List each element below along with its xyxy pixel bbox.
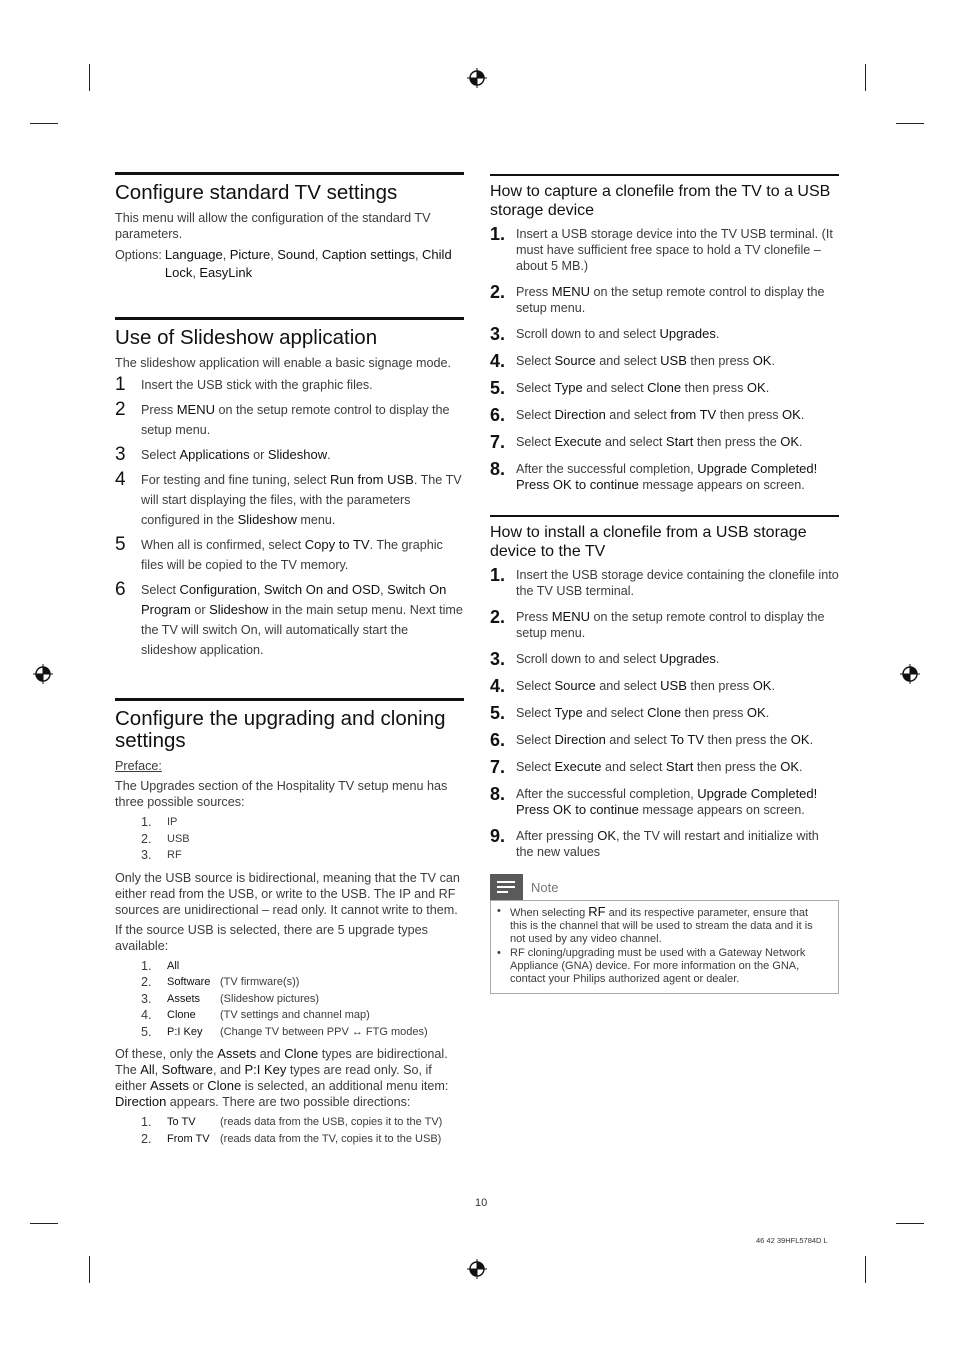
type-item xyxy=(141,991,464,1008)
option-item: Child Lock xyxy=(164,247,452,280)
keyword: To TV xyxy=(670,732,704,747)
item-text: USB xyxy=(167,832,190,845)
text: . The TV will start displaying the files, with the parameters configured in the xyxy=(141,473,462,527)
step-text xyxy=(516,434,839,451)
section-title: Use of Slideshow application xyxy=(115,326,378,349)
keyword: OK xyxy=(746,705,766,720)
step-text xyxy=(516,461,839,493)
bullet: • xyxy=(497,947,501,959)
section-intro: This menu will allow the configuration of the standard TV parameters. xyxy=(115,211,431,241)
keyword: Execute xyxy=(554,434,602,449)
keyword: Source xyxy=(554,353,596,368)
step-item xyxy=(490,284,839,316)
crop-mark xyxy=(896,1223,924,1224)
note-text xyxy=(510,905,828,946)
keyword: Switch On and OSD xyxy=(263,582,381,597)
section-upgrading xyxy=(115,698,464,1147)
step-text xyxy=(141,400,464,440)
step-number: 2. xyxy=(490,282,506,302)
type-item xyxy=(141,1024,464,1041)
step-text xyxy=(516,705,839,722)
sources-list xyxy=(141,814,464,864)
type-item xyxy=(141,974,464,991)
step-text xyxy=(141,580,464,660)
step-text xyxy=(141,470,464,530)
text: . xyxy=(800,408,805,422)
step-item xyxy=(115,445,464,465)
step-text xyxy=(516,380,839,397)
text: then press xyxy=(681,381,747,395)
step-item xyxy=(490,567,839,599)
types-list xyxy=(141,958,464,1041)
note-item xyxy=(497,905,828,946)
text: then press xyxy=(686,354,753,368)
text: Select xyxy=(516,354,555,368)
text: and select xyxy=(601,760,666,774)
note-header xyxy=(490,874,839,900)
step-text xyxy=(516,326,839,343)
keyword: Clone xyxy=(207,1078,242,1093)
step-item xyxy=(490,461,839,493)
text: . xyxy=(765,381,770,395)
text: . xyxy=(715,327,720,341)
step-number: 7. xyxy=(490,757,506,777)
step-text xyxy=(516,407,839,424)
text: and select xyxy=(595,354,661,368)
text: , xyxy=(380,583,388,597)
text: Select xyxy=(141,448,180,462)
paragraph: Only the USB source is bidirectional, meaning that the TV can either read from the USB, or write to the USB. The IP and RF sources are unidirectional – read only. It cannot write to them. xyxy=(115,870,460,917)
keyword: OK xyxy=(752,353,772,368)
text: . xyxy=(771,679,775,693)
preface-label: Preface: xyxy=(115,759,162,773)
item-name: Clone xyxy=(167,1009,196,1021)
step-number: 9. xyxy=(490,826,506,846)
text: Select xyxy=(516,760,555,774)
text: . xyxy=(799,760,803,774)
step-item xyxy=(490,678,839,695)
text: is selected, an additional menu item: xyxy=(241,1079,449,1093)
option-item: Caption settings xyxy=(321,247,416,262)
crop-mark xyxy=(30,123,58,124)
text: Press xyxy=(516,285,552,299)
paragraph: The Upgrades section of the Hospitality TV setup menu has three possible sources: xyxy=(115,779,448,809)
item-desc: (TV firmware(s)) xyxy=(220,976,300,988)
step-number: 4 xyxy=(115,469,126,490)
step-item xyxy=(115,580,464,660)
source-item xyxy=(141,814,464,831)
keyword: Slideshow xyxy=(267,447,328,462)
keyword: P:I Key xyxy=(244,1062,287,1077)
step-number: 5. xyxy=(490,703,506,723)
text: . xyxy=(771,354,775,368)
step-item xyxy=(115,535,464,575)
item-number: 2. xyxy=(141,1131,152,1146)
text: message appears on screen. xyxy=(638,478,805,492)
source-item xyxy=(141,847,464,864)
step-number: 2 xyxy=(115,399,126,420)
step-number: 6. xyxy=(490,730,506,750)
step-text xyxy=(516,759,839,776)
section-intro: The slideshow application will enable a basic signage mode. xyxy=(115,356,452,370)
text: . xyxy=(715,652,720,666)
text: Scroll down to and select xyxy=(516,652,660,666)
keyword: Upgrade Completed! Press OK to continue xyxy=(516,461,818,492)
keyword: MENU xyxy=(176,402,215,417)
step-item xyxy=(490,759,839,776)
option-item: Picture xyxy=(229,247,271,262)
direction-item xyxy=(141,1131,464,1148)
text: . The graphic files will be copied to the TV memory. xyxy=(141,538,443,572)
note-box xyxy=(490,874,839,994)
text: Scroll down to and select xyxy=(516,327,660,341)
step-number: 3 xyxy=(115,444,126,465)
item-desc: (reads data from the USB, copies it to the TV) xyxy=(220,1116,443,1128)
step-item xyxy=(115,375,464,395)
text: RF cloning/upgrading must be used with a Gateway Network Appliance (GNA) device. For more information on the GNA, contact your Philips authorized agent or dealer. xyxy=(510,947,806,985)
option-item: Language xyxy=(164,247,223,262)
text: Select xyxy=(141,583,180,597)
keyword: Assets xyxy=(150,1078,190,1093)
keyword: Direction xyxy=(115,1094,167,1109)
item-number: 2. xyxy=(141,975,152,989)
text: For testing and fine tuning, select xyxy=(141,473,331,487)
section-standard-tv xyxy=(115,172,464,317)
source-item xyxy=(141,831,464,848)
keyword: OK xyxy=(790,732,810,747)
step-text xyxy=(516,786,839,818)
text: . xyxy=(327,448,331,462)
keyword: Start xyxy=(665,759,694,774)
keyword: OK xyxy=(780,434,799,449)
options-list: Language, Picture, Sound, Caption settings, Child Lock, EasyLink xyxy=(164,247,452,280)
text: then press xyxy=(686,679,753,693)
step-number: 7. xyxy=(490,432,506,452)
type-item xyxy=(141,1007,464,1024)
text: or xyxy=(189,1079,208,1093)
step-number: 6. xyxy=(490,405,506,425)
item-desc: (Slideshow pictures) xyxy=(220,992,320,1005)
text: After the successful completion, xyxy=(516,462,698,476)
keyword: Upgrades xyxy=(659,326,716,341)
step-text xyxy=(516,226,839,274)
text: Insert a USB storage device into the TV USB terminal. (It must have sufficient free space to hold a TV clonefile – about 5 MB.) xyxy=(516,227,833,273)
item-number: 4. xyxy=(141,1008,152,1022)
section-title: Configure the upgrading and cloning settings xyxy=(115,707,446,752)
slideshow-steps xyxy=(115,375,464,660)
step-number: 5 xyxy=(115,534,126,555)
keyword: Applications xyxy=(179,447,250,462)
item-number: 1. xyxy=(141,958,152,973)
item-text: RF xyxy=(167,849,182,861)
crop-mark xyxy=(896,123,924,124)
step-text xyxy=(516,651,839,668)
crop-mark xyxy=(89,1256,90,1283)
keyword: All xyxy=(140,1062,155,1077)
item-text: IP xyxy=(167,816,178,828)
text: When selecting xyxy=(510,907,589,919)
paragraph xyxy=(115,1046,464,1110)
note-icon xyxy=(490,874,523,900)
text: . xyxy=(799,435,803,449)
item-desc: (TV settings and channel map) xyxy=(220,1009,370,1021)
step-item xyxy=(490,828,839,860)
step-item xyxy=(115,470,464,530)
keyword: Copy to TV xyxy=(304,537,370,552)
step-number: 4. xyxy=(490,351,506,371)
text: After the successful completion, xyxy=(516,787,698,801)
note-label: Note xyxy=(531,879,559,895)
step-item xyxy=(490,609,839,641)
text: Press xyxy=(141,403,177,417)
keyword: Software xyxy=(161,1062,213,1077)
keyword: OK xyxy=(746,380,766,395)
keyword: OK xyxy=(597,828,616,843)
crop-mark xyxy=(865,1256,866,1283)
note-list xyxy=(497,905,828,986)
item-desc: (reads data from the TV, copies it to the USB) xyxy=(220,1132,442,1145)
step-number: 1 xyxy=(115,374,126,395)
item-desc xyxy=(220,958,464,975)
right-column xyxy=(490,174,839,994)
text: then press the xyxy=(703,733,791,747)
crop-mark xyxy=(865,64,866,91)
keyword: Start xyxy=(665,434,694,449)
section-install xyxy=(490,515,839,994)
step-number: 8. xyxy=(490,784,506,804)
text: menu. xyxy=(296,513,336,527)
capture-steps xyxy=(490,226,839,493)
step-text xyxy=(141,445,464,465)
item-name: All xyxy=(167,959,180,972)
text: or xyxy=(190,603,210,617)
item-number: 1. xyxy=(141,1115,152,1129)
step-item xyxy=(490,326,839,343)
step-number: 4. xyxy=(490,676,506,696)
keyword: Clone xyxy=(647,705,682,720)
keyword: Execute xyxy=(554,759,602,774)
text: When all is confirmed, select xyxy=(141,538,305,552)
step-text xyxy=(141,375,464,395)
registration-mark-icon xyxy=(467,68,487,88)
step-number: 8. xyxy=(490,459,506,479)
option-item: Sound xyxy=(277,247,315,262)
keyword: OK xyxy=(782,407,801,422)
step-number: 3. xyxy=(490,649,506,669)
directions-list xyxy=(141,1114,464,1147)
keyword: Upgrade Completed! Press OK to continue xyxy=(516,786,818,817)
step-text xyxy=(516,828,839,860)
keyword: Source xyxy=(554,678,596,693)
item-number: 3. xyxy=(141,848,152,862)
item-number: 3. xyxy=(141,991,152,1006)
item-name: P:I Key xyxy=(167,1025,203,1038)
text: Select xyxy=(516,733,555,747)
text: then press xyxy=(716,408,783,422)
text: , xyxy=(154,1063,162,1077)
item-number: 1. xyxy=(141,815,152,829)
keyword: OK xyxy=(780,759,799,774)
text: on the setup remote control to display the setup menu. xyxy=(516,285,825,315)
keyword: Type xyxy=(554,380,583,395)
text: and select xyxy=(605,733,671,747)
keyword: Clone xyxy=(284,1046,319,1061)
step-text xyxy=(516,567,839,599)
keyword: from TV xyxy=(670,407,717,422)
text: types are read only. So, if either xyxy=(115,1063,432,1093)
text: , the TV will restart and initialize with the new values xyxy=(516,829,819,859)
text: appears. There are two possible directions: xyxy=(166,1095,411,1109)
text: and select xyxy=(605,408,671,422)
step-number: 2. xyxy=(490,607,506,627)
text: in the main setup menu. Next time the TV will switch On, will automatically start the slideshow application. xyxy=(141,603,463,657)
page-number: 10 xyxy=(475,1197,488,1209)
step-item xyxy=(490,705,839,722)
text: then press xyxy=(681,706,747,720)
item-name: Assets xyxy=(167,992,201,1005)
text: Press xyxy=(516,610,552,624)
options-label: Options: xyxy=(115,248,162,262)
paragraph: If the source USB is selected, there are 5 upgrade types available: xyxy=(115,922,428,953)
direction-item xyxy=(141,1114,464,1131)
step-item xyxy=(115,400,464,440)
text: After pressing xyxy=(516,829,598,843)
item-number: 5. xyxy=(141,1024,152,1039)
registration-mark-icon xyxy=(33,664,53,684)
item-name: Software xyxy=(167,976,211,988)
text: Select xyxy=(516,706,555,720)
step-text xyxy=(516,353,839,370)
item-number: 2. xyxy=(141,831,152,846)
keyword: Upgrades xyxy=(659,651,716,666)
section-slideshow xyxy=(115,317,464,698)
print-code: 46 42 39HFL5784D L xyxy=(756,1236,828,1245)
text: Of these, only the xyxy=(115,1047,218,1061)
text: on the setup remote control to display the setup menu. xyxy=(141,403,450,437)
option-item: EasyLink xyxy=(199,265,253,280)
text: . xyxy=(765,706,770,720)
keyword: Clone xyxy=(647,380,682,395)
section-title: Configure standard TV settings xyxy=(115,181,398,204)
text: then press the xyxy=(693,435,781,449)
keyword: Direction xyxy=(554,407,606,422)
text: and select xyxy=(582,706,648,720)
step-text xyxy=(516,732,839,749)
text: Select xyxy=(516,408,555,422)
step-item xyxy=(490,732,839,749)
text: or xyxy=(249,448,268,462)
step-item xyxy=(490,651,839,668)
text: Select xyxy=(516,435,555,449)
text: Insert the USB stick with the graphic files. xyxy=(141,378,373,392)
text: Insert the USB storage device containing the clonefile into the TV USB terminal. xyxy=(516,568,839,598)
keyword: Type xyxy=(554,705,583,720)
note-item xyxy=(497,947,828,986)
step-text xyxy=(141,535,464,575)
text: and select xyxy=(582,381,648,395)
keyword: MENU xyxy=(551,284,590,299)
text: and select xyxy=(595,679,661,693)
type-item xyxy=(141,958,464,975)
text: and xyxy=(256,1047,285,1061)
keyword: Slideshow xyxy=(209,602,269,617)
section-title: How to install a clonefile from a USB storage device to the TV xyxy=(490,524,807,560)
text: Select xyxy=(516,679,555,693)
text: , xyxy=(256,583,264,597)
keyword: Switch On Program xyxy=(141,582,447,617)
install-steps xyxy=(490,567,839,860)
note-text xyxy=(510,947,828,986)
text: types are bidirectional. The xyxy=(115,1047,448,1077)
keyword: Slideshow xyxy=(237,512,297,527)
step-item xyxy=(490,434,839,451)
crop-mark xyxy=(30,1223,58,1224)
step-item xyxy=(490,353,839,370)
step-item xyxy=(490,380,839,397)
keyword: Configuration xyxy=(179,582,257,597)
keyword: Run from USB xyxy=(330,472,414,487)
keyword: MENU xyxy=(551,609,590,624)
item-name: To TV xyxy=(167,1116,196,1128)
text: Select xyxy=(516,381,555,395)
options-line xyxy=(115,246,464,282)
step-text xyxy=(516,284,839,316)
section-title: How to capture a clonefile from the TV to a USB storage device xyxy=(490,183,831,219)
text: message appears on screen. xyxy=(638,803,805,817)
text: then press the xyxy=(693,760,781,774)
text: , and xyxy=(212,1063,245,1077)
text: on the setup remote control to display the setup menu. xyxy=(516,610,825,640)
step-number: 1. xyxy=(490,224,506,244)
text: . xyxy=(809,733,814,747)
step-number: 1. xyxy=(490,565,506,585)
registration-mark-icon xyxy=(467,1259,487,1279)
registration-mark-icon xyxy=(900,664,920,684)
item-desc: (Change TV between PPV ↔ FTG modes) xyxy=(220,1025,428,1038)
step-item xyxy=(490,786,839,818)
step-text xyxy=(516,678,839,695)
step-item xyxy=(490,407,839,424)
keyword: OK xyxy=(752,678,772,693)
keyword: Direction xyxy=(554,732,606,747)
item-name: From TV xyxy=(167,1132,210,1145)
section-capture xyxy=(490,174,839,515)
keyword: RF xyxy=(588,904,606,919)
step-number: 6 xyxy=(115,579,126,600)
keyword: Assets xyxy=(217,1046,257,1061)
text: and its respective parameter, ensure that this is the channel that will be used to stream the data and it is not used by any video channel. xyxy=(510,907,813,945)
step-number: 5. xyxy=(490,378,506,398)
crop-mark xyxy=(89,64,90,91)
step-number: 3. xyxy=(490,324,506,344)
step-item xyxy=(490,226,839,274)
keyword: USB xyxy=(660,678,687,693)
text: and select xyxy=(601,435,666,449)
keyword: USB xyxy=(660,353,687,368)
step-text xyxy=(516,609,839,641)
left-column xyxy=(115,172,464,1153)
bullet: • xyxy=(497,905,501,917)
